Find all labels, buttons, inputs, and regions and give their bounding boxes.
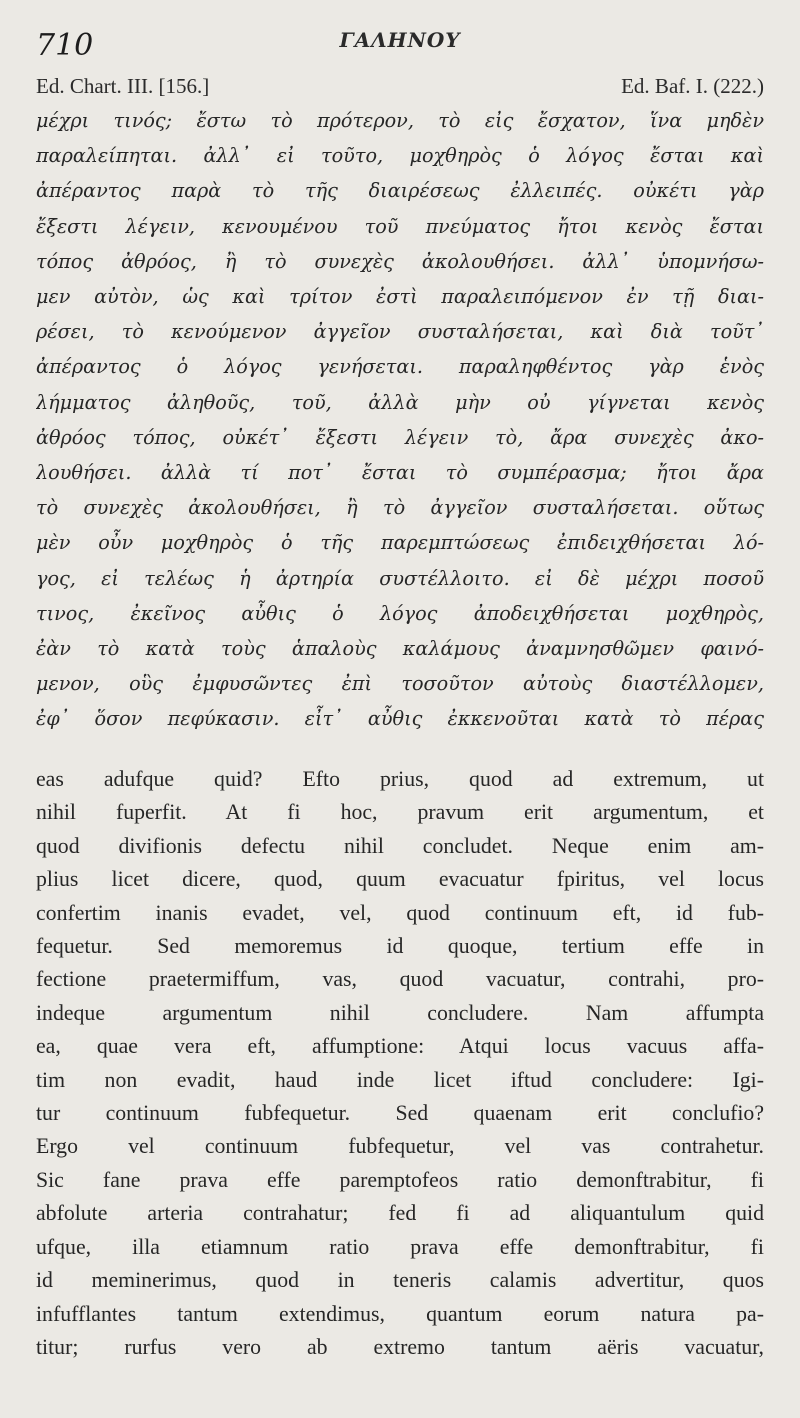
latin-text-block (36, 763, 764, 1364)
latin-line: fectione praetermiffum, vas, quod vacuatur, contrahi, pro- (36, 967, 764, 992)
latin-line: nihil fuperfit. At fi hoc, pravum erit argumentum, et (36, 800, 764, 825)
running-title: ΓΑΛΗΝΟΥ (339, 28, 461, 52)
edition-references (36, 74, 764, 104)
edition-basel: Ed. Baf. I. (222.) (621, 74, 764, 98)
latin-line: infufflantes tantum extendimus, quantum eorum natura pa- (36, 1301, 764, 1326)
greek-line: μὲν οὖν μοχθηρὸς ὁ τῆς παρεμπτώσεως ἐπιδειχθήσεται λό- (36, 531, 764, 555)
greek-line: ἀθρόος τόπος, οὐκέτ᾽ ἔξεστι λέγειν τὸ, ἄρα συνεχὲς ἀκο- (36, 425, 764, 449)
greek-line: ρέσει, τὸ κενούμενον ἀγγεῖον συσταλήσεται, καὶ διὰ τοῦτ᾽ (36, 320, 764, 344)
greek-line: γος, εἰ τελέως ἡ ἀρτηρία συστέλλοιτο. εἰ δὲ μέχρι ποσοῦ (36, 566, 764, 590)
latin-line: tur continuum fubfequetur. Sed quaenam erit conclufio? (36, 1101, 764, 1126)
latin-line: id meminerimus, quod in teneris calamis advertitur, quos (36, 1268, 764, 1293)
greek-line: τινος, ἐκεῖνος αὖθις ὁ λόγος ἀποδειχθήσεται μοχθηρὸς, (36, 601, 764, 625)
latin-line: indeque argumentum nihil concludere. Nam affumpta (36, 1000, 764, 1025)
latin-line: ea, quae vera eft, affumptione: Atqui locus vacuus affa- (36, 1034, 764, 1059)
greek-line: ἐὰν τὸ κατὰ τοὺς ἁπαλοὺς καλάμους ἀναμνησθῶμεν φαινό- (36, 637, 764, 661)
latin-line: abfolute arteria contrahatur; fed fi ad aliquantulum quid (36, 1201, 764, 1226)
latin-line: confertim inanis evadet, vel, quod continuum eft, id fub- (36, 900, 764, 925)
latin-line: quod divifionis defectu nihil concludet. Neque enim am- (36, 833, 764, 858)
greek-line: λήμματος ἀληθοῦς, τοῦ, ἀλλὰ μὴν οὐ γίγνεται κενὸς (36, 390, 764, 414)
greek-line: μενον, οὓς ἐμφυσῶντες ἐπὶ τοσοῦτον αὐτοὺς διαστέλλομεν, (36, 672, 764, 696)
greek-line: μεν αὐτὸν, ὡς καὶ τρίτον ἐστὶ παραλειπόμενον ἐν τῇ διαι- (36, 285, 764, 309)
edition-chartier: Ed. Chart. III. [156.] (36, 74, 210, 98)
latin-line: titur; rurfus vero ab extremo tantum aëris vacuatur, (36, 1334, 764, 1359)
greek-line: μέχρι τινός; ἔστω τὸ πρότερον, τὸ εἰς ἔσχατον, ἵνα μηδὲν (36, 109, 764, 132)
greek-line: ἐφ᾽ ὅσον πεφύκασιν. εἶτ᾽ αὖθις ἐκκενοῦται κατὰ τὸ πέρας (36, 707, 764, 731)
latin-line: plius licet dicere, quod, quum evacuatur fpiritus, vel locus (36, 867, 764, 892)
greek-text-block (36, 103, 764, 737)
latin-line: ufque, illa etiamnum ratio prava effe demonftrabitur, fi (36, 1234, 764, 1259)
greek-line: ἀπέραντος ὁ λόγος γενήσεται. παραληφθέντος γὰρ ἑνὸς (36, 355, 764, 379)
greek-line: παραλείπηται. ἀλλ᾽ εἰ τοῦτο, μοχθηρὸς ὁ λόγος ἔσται καὶ (36, 144, 764, 168)
latin-line: eas adufque quid? Efto prius, quod ad extremum, ut (36, 767, 764, 791)
running-head (36, 26, 764, 66)
page-number: 710 (36, 28, 94, 63)
latin-line: Sic fane prava effe paremptofeos ratio demonftrabitur, fi (36, 1167, 764, 1192)
latin-line: fequetur. Sed memoremus id quoque, tertium effe in (36, 934, 764, 959)
greek-line: τόπος ἀθρόος, ἢ τὸ συνεχὲς ἀκολουθήσει. ἀλλ᾽ ὑπομνήσω- (36, 249, 764, 273)
latin-line: tim non evadit, haud inde licet iftud concludere: Igi- (36, 1067, 764, 1092)
greek-line: ἀπέραντος παρὰ τὸ τῆς διαιρέσεως ἐλλειπές. οὐκέτι γὰρ (36, 179, 764, 203)
latin-line: Ergo vel continuum fubfequetur, vel vas contrahetur. (36, 1134, 764, 1159)
greek-line: τὸ συνεχὲς ἀκολουθήσει, ἢ τὸ ἀγγεῖον συσταλήσεται. οὕτως (36, 496, 764, 520)
greek-line: λουθήσει. ἀλλὰ τί ποτ᾽ ἔσται τὸ συμπέρασμα; ἤτοι ἄρα (36, 461, 764, 485)
greek-line: ἔξεστι λέγειν, κενουμένου τοῦ πνεύματος ἤτοι κενὸς ἔσται (36, 214, 764, 238)
